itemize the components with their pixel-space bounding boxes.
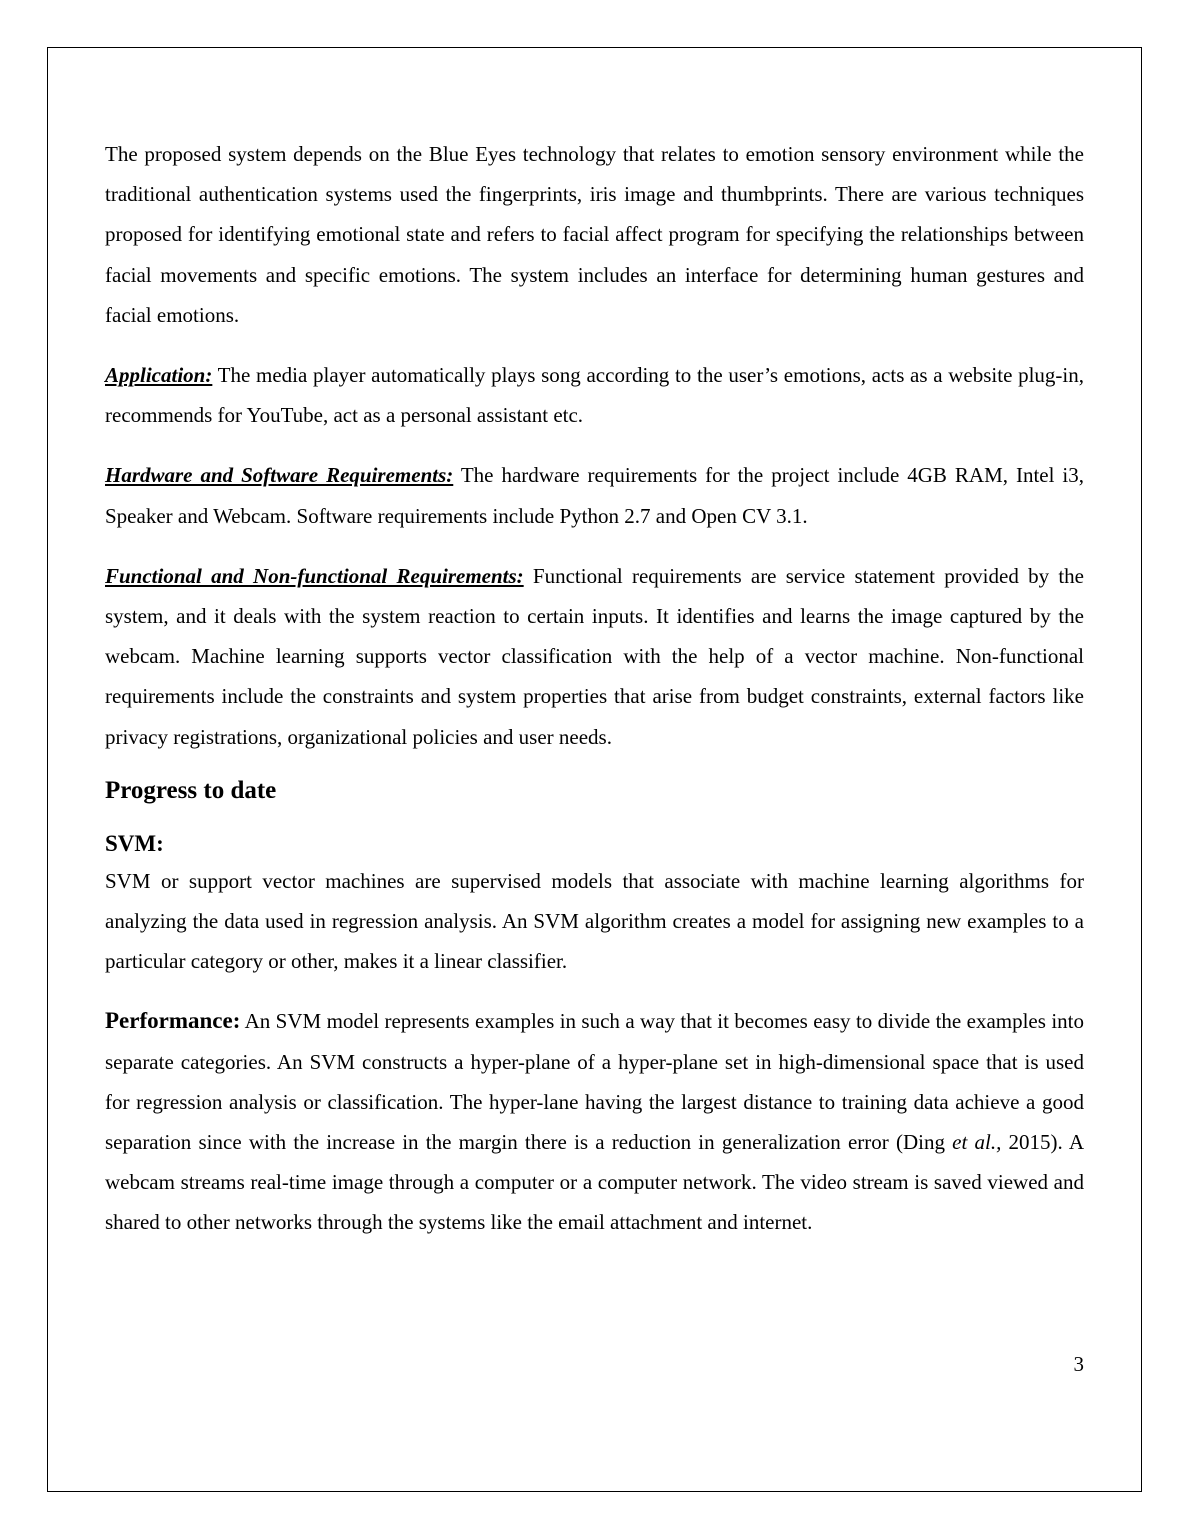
- svm-heading: SVM:: [105, 830, 164, 856]
- functional-text: Functional requirements are service statement provided by the system, and it deals with the system reaction to certain inputs. It identifies and learns the image captured by the webcam. Machine learning supports vector classification with the help of a vector machine. Non-functional requirements include the constraints and system properties that arise from budget constraints, external factors like privacy registrations, organizational policies and user needs.: [105, 563, 1084, 749]
- progress-heading: Progress to date: [105, 776, 277, 804]
- svm-paragraph: SVM or support vector machines are supervised models that associate with machine learning algorithms for analyzing the data used in regression analysis. An SVM algorithm creates a model for assigning new examples to a particular category or other, makes it a linear classifier.: [105, 868, 1084, 974]
- hardware-paragraph: [105, 455, 1084, 535]
- citation-etal: et al.,: [952, 1130, 1002, 1155]
- page-number: 3: [1073, 1352, 1084, 1376]
- performance-text-cont: 2015). A webcam streams real-time image through a computer or a computer network. The video stream is saved viewed and shared to other networks through the systems like the email attachment and internet.: [105, 1130, 1085, 1235]
- application-text: The media player automatically plays song according to the user’s emotions, acts as a website plug-in, recommends for YouTube, act as a personal assistant etc.: [105, 363, 1084, 428]
- intro-paragraph: The proposed system depends on the Blue Eyes technology that relates to emotion sensory environment while the traditional authentication systems used the fingerprints, iris image and thumbprints. There are various techniques proposed for identifying emotional state and refers to facial affect program for specifying the relationships between facial movements and specific emotions. The system includes an interface for determining human gestures and facial emotions.: [105, 142, 1084, 327]
- performance-label: Performance:: [105, 1008, 241, 1034]
- functional-paragraph: [105, 556, 1084, 757]
- hardware-text: The hardware requirements for the project include 4GB RAM, Intel i3, Speaker and Webcam. Software requirements include Python 2.7 and Open CV 3.1.: [105, 463, 1084, 528]
- performance-text: An SVM model represents examples in such a way that it becomes easy to divide the examples into separate categories. An SVM constructs a hyper-plane of a hyper-plane set in high-dimensional space that is used for regression analysis or classification. The hyper-lane having the largest distance to training data achieve a good separation since with the increase in the margin there is a reduction in generalization error (Ding: [105, 1009, 1084, 1155]
- application-paragraph: [105, 355, 1084, 435]
- performance-paragraph: [105, 1001, 1084, 1242]
- application-label: Application:: [105, 363, 213, 388]
- hardware-label: Hardware and Software Requirements:: [105, 463, 454, 488]
- page-content: [105, 134, 1084, 1263]
- functional-label: Functional and Non-functional Requirements:: [105, 563, 524, 588]
